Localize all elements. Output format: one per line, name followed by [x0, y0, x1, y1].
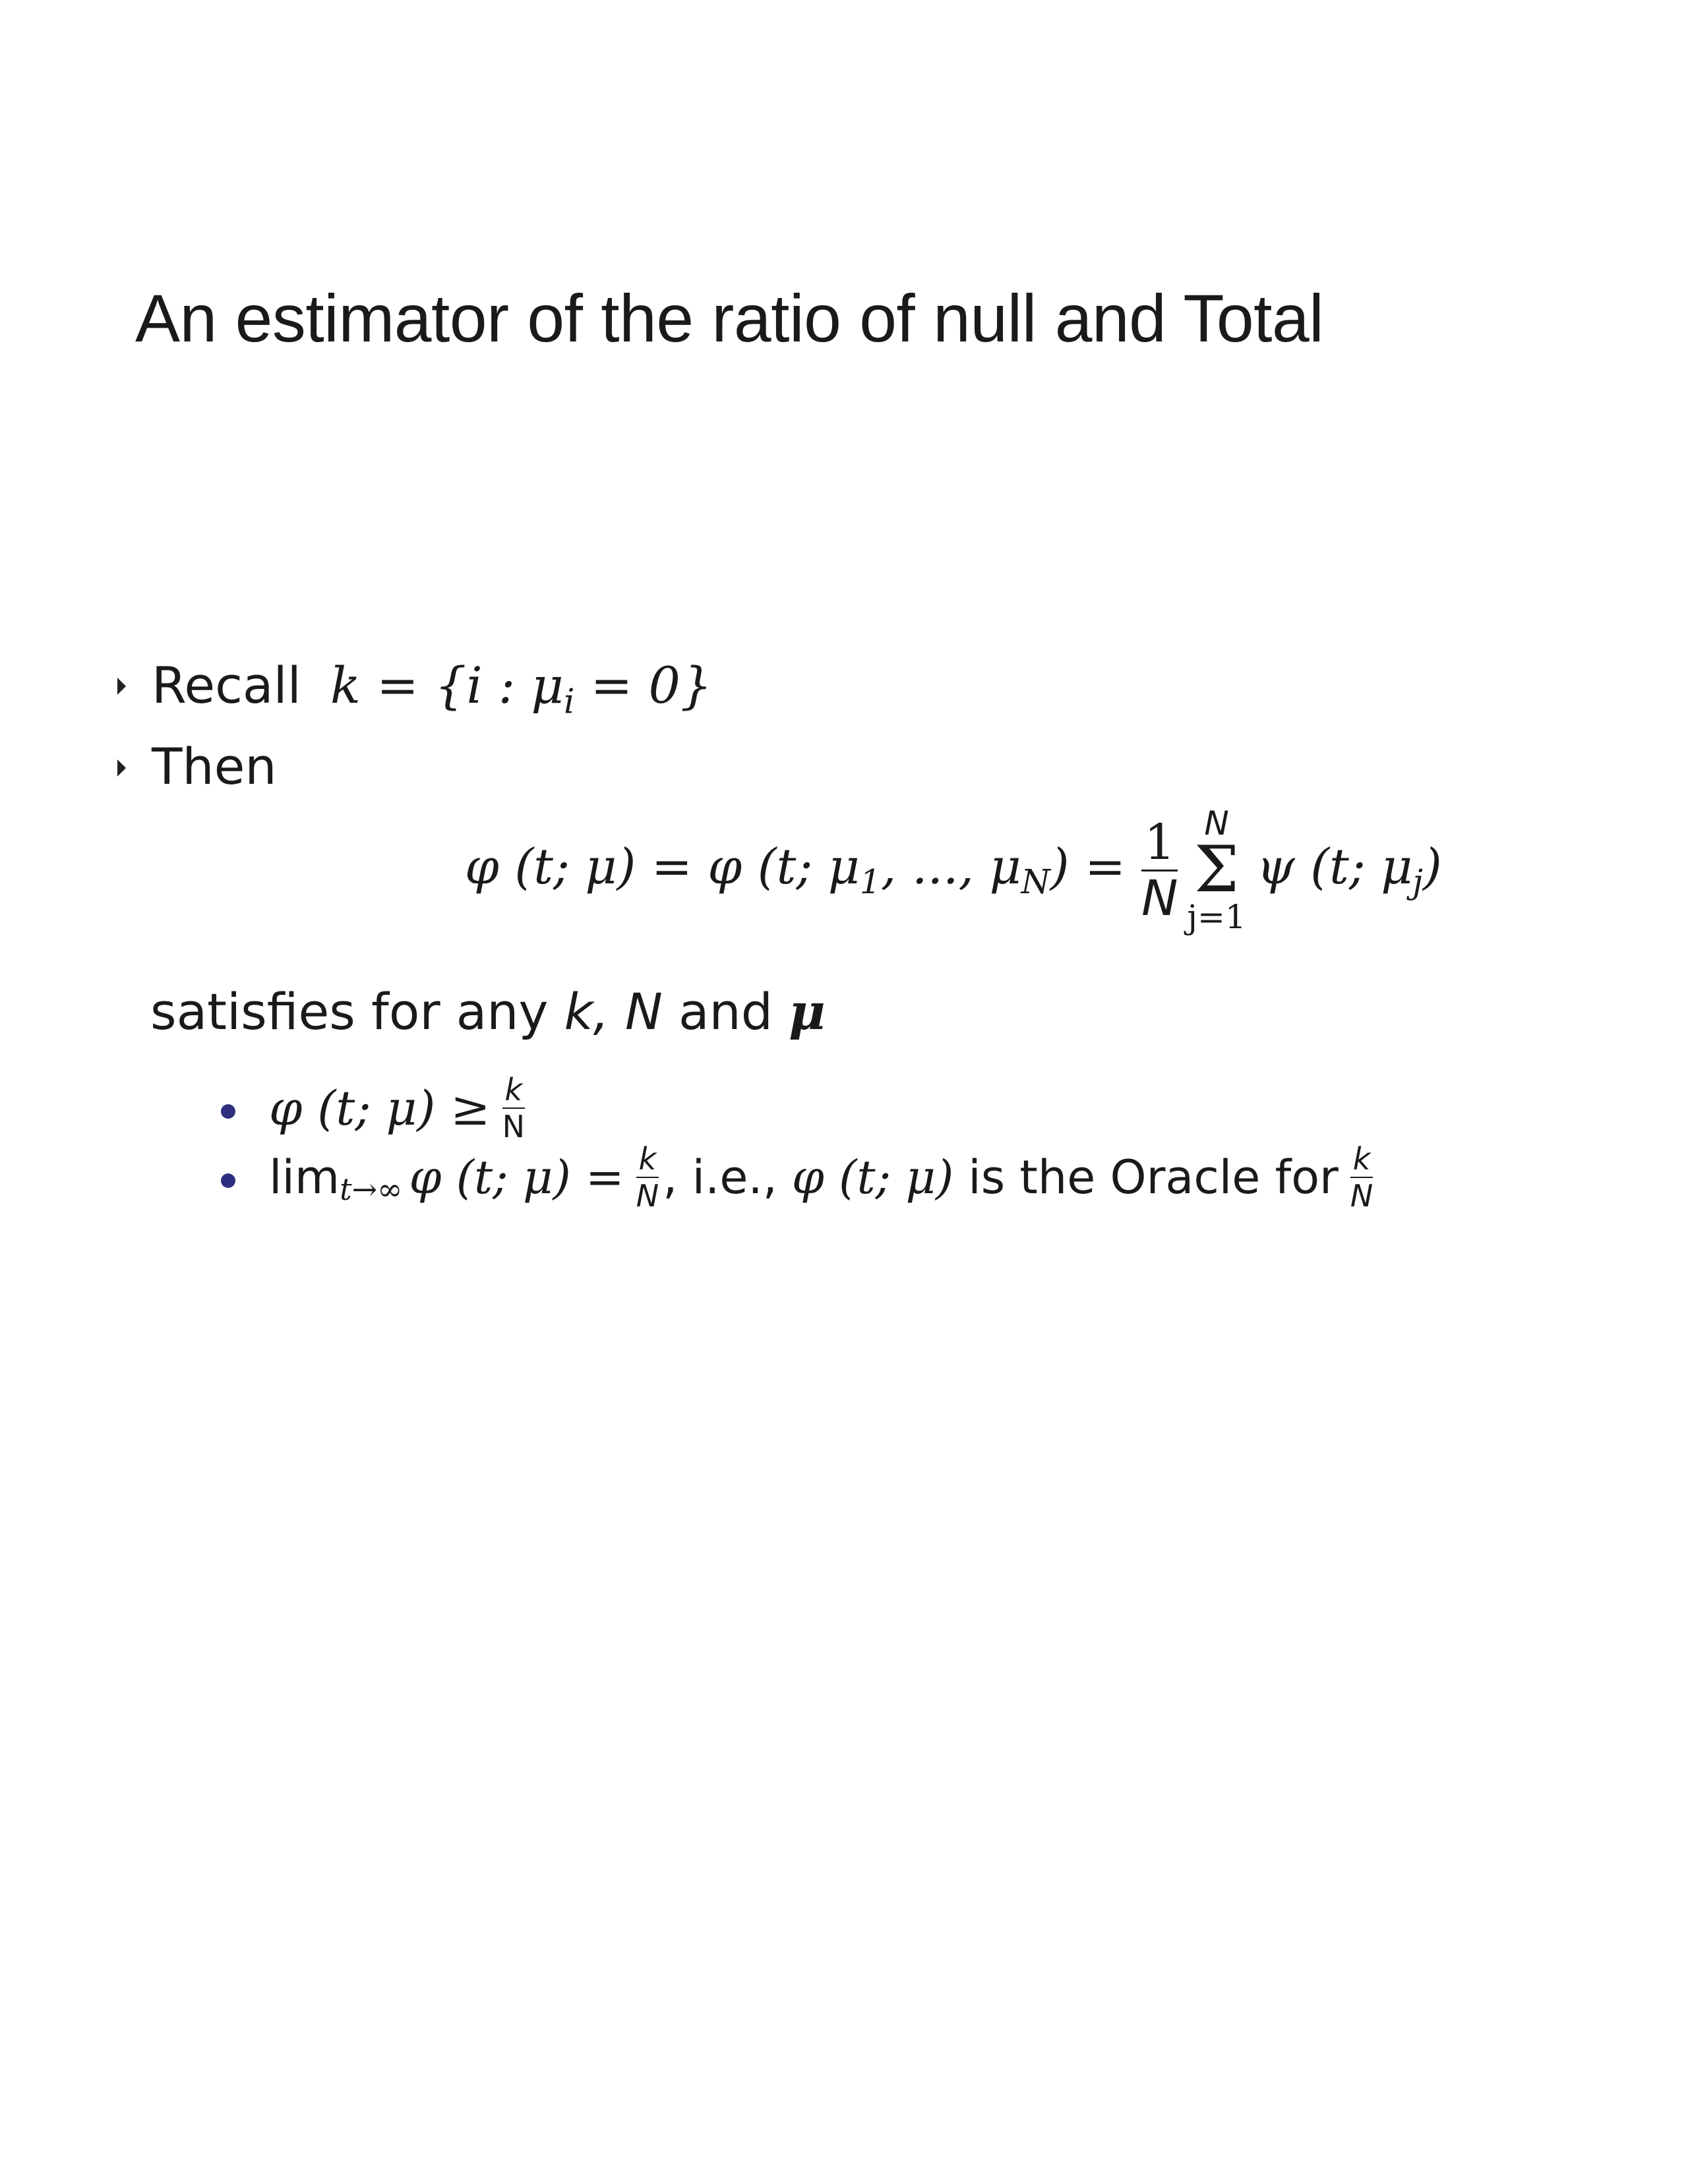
bullet-recall-label: Recall: [152, 656, 301, 715]
subbullet-dot: [221, 1173, 235, 1188]
satisfies-line: satisfies for any k, N and μ: [150, 982, 826, 1041]
slide-title: An estimator of the ratio of null and Total: [135, 281, 1324, 356]
bullet-recall: [152, 656, 712, 722]
display-equation: [465, 791, 1442, 949]
limit-fraction: $\frac{k}{N}$: [636, 1141, 659, 1214]
equation-rhs: ψ (t; $\mu_j$): [1256, 839, 1442, 902]
subbullet-limit: lim t→∞ φ (t; μ) = $\frac{k}{N}$ , i.e., φ (t; μ) is the Oracle for $\frac{k}{N}$: [269, 1141, 1373, 1214]
bullet-then-label: Then: [152, 737, 277, 796]
oracle-fraction: $\frac{k}{N}$: [1350, 1141, 1373, 1214]
summation: N Σ j=1: [1187, 804, 1246, 936]
equation-lhs: φ (t; μ) = φ (t; $\mu_1$, ..., $\mu_N$) =: [465, 839, 1126, 902]
subbullet-inequality: φ (t; μ) ≥ $\frac{k}{N}$: [269, 1072, 525, 1144]
inequality-fraction: $\frac{k}{N}$: [502, 1072, 525, 1144]
bullet-marker: [117, 678, 126, 695]
equation-fraction: $\frac{1}{N}$: [1141, 813, 1178, 927]
bullet-then: [152, 737, 277, 796]
bullet-marker: [117, 759, 126, 777]
recall-math: k = {i : $\mu_i = 0$}: [330, 656, 713, 722]
subbullet-dot: [221, 1104, 235, 1119]
